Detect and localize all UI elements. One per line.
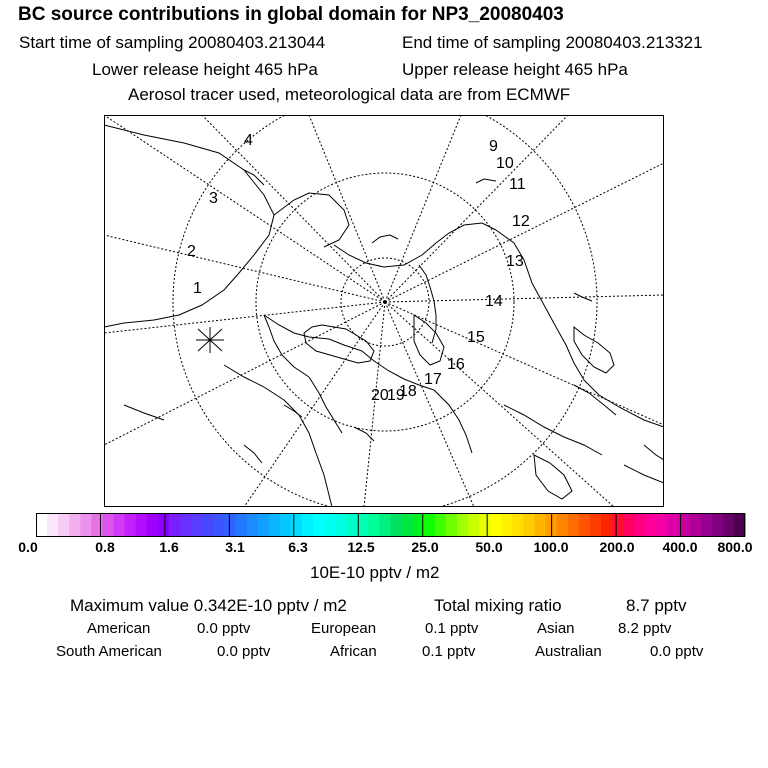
colorbar-cell xyxy=(180,513,192,537)
end-time: End time of sampling 20080403.213321 xyxy=(402,33,703,52)
colorbar-cell xyxy=(391,513,403,537)
region-value: 8.2 pptv xyxy=(618,620,672,637)
colorbar-tick-label: 0.8 xyxy=(95,539,115,555)
colorbar-cell xyxy=(468,513,480,537)
colorbar-cell xyxy=(291,513,303,537)
colorbar-cell xyxy=(690,513,702,537)
colorbar-cell xyxy=(512,513,524,537)
colorbar-cell xyxy=(213,513,225,537)
colorbar-cell xyxy=(579,513,591,537)
colorbar-cell xyxy=(601,513,613,537)
colorbar-cell xyxy=(125,513,137,537)
colorbar-cell xyxy=(114,513,126,537)
colorbar-cell xyxy=(557,513,569,537)
start-time: Start time of sampling 20080403.213044 xyxy=(19,33,326,52)
region-value: 0.1 pptv xyxy=(422,643,476,660)
colorbar-cell xyxy=(379,513,391,537)
track-label: 11 xyxy=(509,176,526,193)
plot-title: BC source contributions in global domain for NP3_20080403 xyxy=(18,4,564,25)
track-label: 19 xyxy=(387,387,405,404)
colorbar-cell xyxy=(147,513,159,537)
colorbar-cell xyxy=(479,513,491,537)
colorbar-cell xyxy=(590,513,602,537)
latitude-circle xyxy=(173,115,597,507)
colorbar-cell xyxy=(490,513,502,537)
polar-map xyxy=(104,115,664,507)
colorbar-cell xyxy=(734,513,746,537)
colorbar-cell xyxy=(357,513,369,537)
colorbar-tick-label: 100.0 xyxy=(533,539,569,555)
colorbar-cell xyxy=(102,513,114,537)
colorbar-cell xyxy=(656,513,668,537)
track-label: 15 xyxy=(467,329,485,346)
track-label: 9 xyxy=(489,138,498,155)
colorbar-cell xyxy=(346,513,358,537)
track-label: 18 xyxy=(399,383,417,400)
colorbar-cell xyxy=(523,513,535,537)
track-label: 13 xyxy=(506,253,524,270)
colorbar-cell xyxy=(224,513,236,537)
colorbar-cell xyxy=(568,513,580,537)
colorbar-cell xyxy=(368,513,380,537)
total-mixing-label: Total mixing ratio xyxy=(434,596,562,615)
colorbar-cell xyxy=(246,513,258,537)
colorbar-cell xyxy=(612,513,624,537)
track-label: 16 xyxy=(447,356,465,373)
region-name: African xyxy=(330,643,377,660)
colorbar-cell xyxy=(645,513,657,537)
region-name: Asian xyxy=(537,620,575,637)
colorbar xyxy=(36,513,746,537)
colorbar-cell xyxy=(91,513,103,537)
colorbar-tick-label: 12.5 xyxy=(347,539,375,555)
colorbar-cell xyxy=(424,513,436,537)
colorbar-unit: 10E-10 pptv / m2 xyxy=(310,563,440,582)
coastlines xyxy=(104,125,664,507)
lower-release-height: Lower release height 465 hPa xyxy=(92,60,318,79)
colorbar-cell xyxy=(402,513,414,537)
colorbar-cell xyxy=(191,513,203,537)
track-label: 2 xyxy=(187,243,196,260)
colorbar-tick-label: 25.0 xyxy=(411,539,439,555)
colorbar-cell xyxy=(535,513,547,537)
colorbar-cell xyxy=(58,513,70,537)
colorbar-cell xyxy=(623,513,635,537)
region-value: 0.1 pptv xyxy=(425,620,479,637)
colorbar-tick-label: 0.0 xyxy=(18,539,38,555)
colorbar-cell xyxy=(169,513,181,537)
total-mixing-value: 8.7 pptv xyxy=(626,596,687,615)
region-name: American xyxy=(87,620,151,637)
colorbar-cell xyxy=(36,513,48,537)
region-name: Australian xyxy=(535,643,602,660)
colorbar-cell xyxy=(47,513,59,537)
colorbar-cell xyxy=(202,513,214,537)
colorbar-tick-label: 800.0 xyxy=(717,539,753,555)
colorbar-tick-label: 1.6 xyxy=(159,539,179,555)
colorbar-cell xyxy=(435,513,447,537)
colorbar-cell xyxy=(324,513,336,537)
colorbar-tick-label: 50.0 xyxy=(475,539,503,555)
colorbar-tick-label: 400.0 xyxy=(662,539,698,555)
asterisk-icon xyxy=(196,327,224,353)
colorbar-cell xyxy=(634,513,646,537)
colorbar-cell xyxy=(269,513,281,537)
colorbar-cell xyxy=(335,513,347,537)
colorbar-cell xyxy=(258,513,270,537)
colorbar-cell xyxy=(280,513,292,537)
track-label: 3 xyxy=(209,190,218,207)
colorbar-tick-label: 6.3 xyxy=(288,539,308,555)
track-label: 20 xyxy=(371,387,389,404)
track-label: 1 xyxy=(193,280,202,297)
colorbar-cell xyxy=(701,513,713,537)
region-value: 0.0 pptv xyxy=(650,643,704,660)
colorbar-cell xyxy=(80,513,92,537)
maximum-value: Maximum value 0.342E-10 pptv / m2 xyxy=(70,596,347,615)
track-label: 12 xyxy=(512,213,530,230)
colorbar-cell xyxy=(302,513,314,537)
region-value: 0.0 pptv xyxy=(217,643,271,660)
colorbar-cell xyxy=(723,513,735,537)
track-label: 17 xyxy=(424,371,442,388)
colorbar-cell xyxy=(712,513,724,537)
region-name: South American xyxy=(56,643,162,660)
colorbar-tick-label: 200.0 xyxy=(599,539,635,555)
colorbar-cell xyxy=(501,513,513,537)
colorbar-cell xyxy=(446,513,458,537)
meteo-note: Aerosol tracer used, meteorological data are from ECMWF xyxy=(128,85,571,104)
colorbar-cell xyxy=(136,513,148,537)
colorbar-cell xyxy=(158,513,170,537)
track-label: 14 xyxy=(485,293,503,310)
region-value: 0.0 pptv xyxy=(197,620,251,637)
track-label: 4 xyxy=(244,132,253,149)
colorbar-cell xyxy=(69,513,81,537)
upper-release-height: Upper release height 465 hPa xyxy=(402,60,628,79)
colorbar-cell xyxy=(667,513,679,537)
colorbar-cell xyxy=(457,513,469,537)
track-label: 10 xyxy=(496,155,514,172)
colorbar-cell xyxy=(235,513,247,537)
region-name: European xyxy=(311,620,377,637)
colorbar-cell xyxy=(313,513,325,537)
colorbar-tick-label: 3.1 xyxy=(225,539,245,555)
